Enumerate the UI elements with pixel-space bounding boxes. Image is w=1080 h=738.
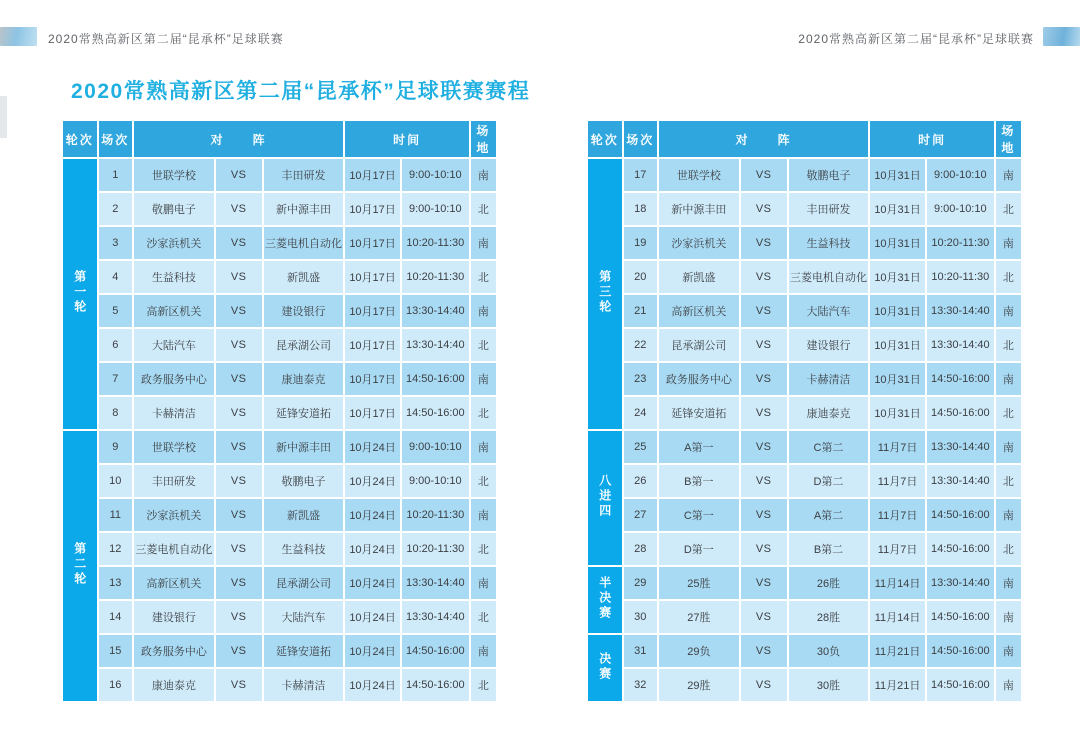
time-cell: 13:30-14:40 xyxy=(927,295,994,327)
home-team-cell: 丰田研发 xyxy=(134,465,214,497)
match-no-cell: 18 xyxy=(624,193,658,225)
table-row xyxy=(63,227,496,259)
date-cell: 10月31日 xyxy=(870,295,924,327)
table-row xyxy=(63,329,496,361)
home-team-cell: 世联学校 xyxy=(659,159,739,191)
time-cell: 13:30-14:40 xyxy=(402,601,469,633)
table-row xyxy=(588,159,1021,191)
time-cell: 13:30-14:40 xyxy=(927,431,994,463)
date-cell: 11月21日 xyxy=(870,669,924,701)
home-team-cell: 新中源丰田 xyxy=(659,193,739,225)
time-cell: 10:20-11:30 xyxy=(927,227,994,259)
venue-cell: 北 xyxy=(996,465,1021,497)
column-header-match-no: 场次 xyxy=(99,121,133,157)
away-team-cell: 延锋安道拓 xyxy=(264,635,344,667)
home-team-cell: 新凯盛 xyxy=(659,261,739,293)
vs-cell: VS xyxy=(741,261,787,293)
match-no-cell: 14 xyxy=(99,601,133,633)
table-row xyxy=(63,295,496,327)
time-cell: 14:50-16:00 xyxy=(402,635,469,667)
match-no-cell: 29 xyxy=(624,567,658,599)
match-no-cell: 6 xyxy=(99,329,133,361)
table-row xyxy=(588,295,1021,327)
match-no-cell: 32 xyxy=(624,669,658,701)
date-cell: 11月14日 xyxy=(870,601,924,633)
vs-cell: VS xyxy=(216,635,262,667)
away-team-cell: 三菱电机自动化 xyxy=(789,261,869,293)
table-row xyxy=(588,499,1021,531)
watercolor-block-right xyxy=(1043,27,1080,46)
match-no-cell: 1 xyxy=(99,159,133,191)
table-row xyxy=(63,363,496,395)
vs-cell: VS xyxy=(741,465,787,497)
table-row xyxy=(63,465,496,497)
time-cell: 14:50-16:00 xyxy=(402,669,469,701)
table-row xyxy=(588,669,1021,701)
time-cell: 13:30-14:40 xyxy=(927,567,994,599)
away-team-cell: 建设银行 xyxy=(264,295,344,327)
away-team-cell: 大陆汽车 xyxy=(264,601,344,633)
vs-cell: VS xyxy=(741,295,787,327)
match-no-cell: 26 xyxy=(624,465,658,497)
match-no-cell: 20 xyxy=(624,261,658,293)
vs-cell: VS xyxy=(216,159,262,191)
column-header-venue: 场地 xyxy=(471,121,496,157)
away-team-cell: A第二 xyxy=(789,499,869,531)
vs-cell: VS xyxy=(216,363,262,395)
vs-cell: VS xyxy=(216,465,262,497)
match-no-cell: 15 xyxy=(99,635,133,667)
table-row xyxy=(63,397,496,429)
match-no-cell: 24 xyxy=(624,397,658,429)
vs-cell: VS xyxy=(741,227,787,259)
vs-cell: VS xyxy=(741,567,787,599)
venue-cell: 南 xyxy=(996,431,1021,463)
time-cell: 14:50-16:00 xyxy=(402,363,469,395)
table-header-row xyxy=(588,121,1021,157)
home-team-cell: 世联学校 xyxy=(134,431,214,463)
away-team-cell: 昆承湖公司 xyxy=(264,329,344,361)
date-cell: 10月24日 xyxy=(345,431,399,463)
home-team-cell: 政务服务中心 xyxy=(134,363,214,395)
round-label-cell xyxy=(588,159,622,429)
date-cell: 10月17日 xyxy=(345,363,399,395)
time-cell: 9:00-10:10 xyxy=(402,465,469,497)
date-cell: 10月17日 xyxy=(345,159,399,191)
date-cell: 11月7日 xyxy=(870,465,924,497)
time-cell: 14:50-16:00 xyxy=(927,635,994,667)
venue-cell: 北 xyxy=(471,397,496,429)
venue-cell: 南 xyxy=(996,159,1021,191)
away-team-cell: 建设银行 xyxy=(789,329,869,361)
vs-cell: VS xyxy=(216,669,262,701)
away-team-cell: 大陆汽车 xyxy=(789,295,869,327)
home-team-cell: 沙家浜机关 xyxy=(134,227,214,259)
time-cell: 14:50-16:00 xyxy=(927,533,994,565)
vs-cell: VS xyxy=(741,431,787,463)
time-cell: 10:20-11:30 xyxy=(927,261,994,293)
home-team-cell: A第一 xyxy=(659,431,739,463)
time-cell: 10:20-11:30 xyxy=(402,261,469,293)
vs-cell: VS xyxy=(741,329,787,361)
time-cell: 13:30-14:40 xyxy=(402,567,469,599)
watercolor-block-left xyxy=(0,27,37,46)
round-label: 第一轮 xyxy=(72,270,87,315)
date-cell: 11月7日 xyxy=(870,533,924,565)
vs-cell: VS xyxy=(741,397,787,429)
away-team-cell: 康迪泰克 xyxy=(264,363,344,395)
date-cell: 10月24日 xyxy=(345,499,399,531)
time-cell: 13:30-14:40 xyxy=(927,465,994,497)
table-row xyxy=(588,533,1021,565)
schedule-table-rounds-1-2 xyxy=(61,119,498,703)
venue-cell: 南 xyxy=(996,601,1021,633)
match-no-cell: 2 xyxy=(99,193,133,225)
time-cell: 14:50-16:00 xyxy=(402,397,469,429)
venue-cell: 北 xyxy=(471,261,496,293)
round-label: 决赛 xyxy=(597,651,612,682)
venue-cell: 北 xyxy=(471,669,496,701)
table-row xyxy=(63,533,496,565)
away-team-cell: 敬鹏电子 xyxy=(264,465,344,497)
vs-cell: VS xyxy=(216,431,262,463)
venue-cell: 南 xyxy=(996,499,1021,531)
home-team-cell: 29胜 xyxy=(659,669,739,701)
vs-cell: VS xyxy=(741,635,787,667)
match-no-cell: 25 xyxy=(624,431,658,463)
time-cell: 14:50-16:00 xyxy=(927,669,994,701)
round-label: 半决赛 xyxy=(597,576,612,621)
vs-cell: VS xyxy=(741,533,787,565)
time-cell: 14:50-16:00 xyxy=(927,363,994,395)
table-row xyxy=(588,363,1021,395)
home-team-cell: 大陆汽车 xyxy=(134,329,214,361)
vs-cell: VS xyxy=(216,533,262,565)
away-team-cell: 生益科技 xyxy=(789,227,869,259)
date-cell: 10月17日 xyxy=(345,329,399,361)
vs-cell: VS xyxy=(216,227,262,259)
away-team-cell: 30胜 xyxy=(789,669,869,701)
table-row xyxy=(63,635,496,667)
home-team-cell: 高新区机关 xyxy=(134,295,214,327)
vs-cell: VS xyxy=(741,193,787,225)
venue-cell: 北 xyxy=(996,397,1021,429)
venue-cell: 南 xyxy=(996,295,1021,327)
away-team-cell: 丰田研发 xyxy=(789,193,869,225)
table-row xyxy=(63,499,496,531)
venue-cell: 北 xyxy=(471,533,496,565)
date-cell: 10月24日 xyxy=(345,533,399,565)
round-label: 八进四 xyxy=(597,474,612,519)
round-label-cell xyxy=(63,159,97,429)
table-row xyxy=(63,601,496,633)
vs-cell: VS xyxy=(216,499,262,531)
date-cell: 10月17日 xyxy=(345,295,399,327)
venue-cell: 南 xyxy=(471,567,496,599)
match-no-cell: 31 xyxy=(624,635,658,667)
away-team-cell: 康迪泰克 xyxy=(789,397,869,429)
venue-cell: 南 xyxy=(996,567,1021,599)
match-no-cell: 9 xyxy=(99,431,133,463)
venue-cell: 北 xyxy=(471,329,496,361)
date-cell: 11月21日 xyxy=(870,635,924,667)
venue-cell: 南 xyxy=(471,159,496,191)
table-row xyxy=(588,261,1021,293)
match-no-cell: 19 xyxy=(624,227,658,259)
venue-cell: 北 xyxy=(471,193,496,225)
time-cell: 10:20-11:30 xyxy=(402,227,469,259)
match-no-cell: 17 xyxy=(624,159,658,191)
page-title: 2020常熟高新区第二届“昆承杯”足球联赛赛程 xyxy=(71,80,531,103)
date-cell: 11月7日 xyxy=(870,431,924,463)
date-cell: 10月24日 xyxy=(345,465,399,497)
venue-cell: 南 xyxy=(471,227,496,259)
watercolor-smudge-left xyxy=(0,96,7,138)
column-header-versus: 对 阵 xyxy=(659,121,868,157)
round-label-cell xyxy=(588,431,622,565)
vs-cell: VS xyxy=(741,363,787,395)
away-team-cell: 30负 xyxy=(789,635,869,667)
match-no-cell: 21 xyxy=(624,295,658,327)
vs-cell: VS xyxy=(216,329,262,361)
match-no-cell: 5 xyxy=(99,295,133,327)
venue-cell: 南 xyxy=(471,499,496,531)
match-no-cell: 28 xyxy=(624,533,658,565)
venue-cell: 北 xyxy=(996,193,1021,225)
vs-cell: VS xyxy=(741,601,787,633)
table-row xyxy=(63,261,496,293)
away-team-cell: C第二 xyxy=(789,431,869,463)
date-cell: 10月31日 xyxy=(870,227,924,259)
venue-cell: 南 xyxy=(471,635,496,667)
time-cell: 9:00-10:10 xyxy=(927,159,994,191)
round-label: 第二轮 xyxy=(72,542,87,587)
home-team-cell: 29负 xyxy=(659,635,739,667)
venue-cell: 南 xyxy=(996,635,1021,667)
away-team-cell: 新中源丰田 xyxy=(264,193,344,225)
venue-cell: 南 xyxy=(471,295,496,327)
venue-cell: 北 xyxy=(996,261,1021,293)
away-team-cell: 昆承湖公司 xyxy=(264,567,344,599)
date-cell: 10月31日 xyxy=(870,329,924,361)
date-cell: 10月17日 xyxy=(345,227,399,259)
column-header-round: 轮次 xyxy=(588,121,622,157)
match-no-cell: 27 xyxy=(624,499,658,531)
match-no-cell: 3 xyxy=(99,227,133,259)
table-row xyxy=(588,431,1021,463)
match-no-cell: 13 xyxy=(99,567,133,599)
home-team-cell: 卡赫清洁 xyxy=(134,397,214,429)
column-header-time: 时间 xyxy=(870,121,994,157)
venue-cell: 北 xyxy=(996,329,1021,361)
match-no-cell: 7 xyxy=(99,363,133,395)
table-row xyxy=(588,227,1021,259)
away-team-cell: D第二 xyxy=(789,465,869,497)
date-cell: 10月17日 xyxy=(345,261,399,293)
column-header-venue: 场地 xyxy=(996,121,1021,157)
away-team-cell: 卡赫清洁 xyxy=(264,669,344,701)
table-row xyxy=(588,635,1021,667)
schedule-table-rounds-3-final xyxy=(586,119,1023,703)
date-cell: 10月24日 xyxy=(345,601,399,633)
vs-cell: VS xyxy=(216,295,262,327)
column-header-round: 轮次 xyxy=(63,121,97,157)
time-cell: 14:50-16:00 xyxy=(927,499,994,531)
table-row xyxy=(63,567,496,599)
home-team-cell: 康迪泰克 xyxy=(134,669,214,701)
home-team-cell: 27胜 xyxy=(659,601,739,633)
date-cell: 11月14日 xyxy=(870,567,924,599)
home-team-cell: 沙家浜机关 xyxy=(134,499,214,531)
round-label-cell xyxy=(588,567,622,633)
vs-cell: VS xyxy=(216,193,262,225)
time-cell: 9:00-10:10 xyxy=(402,159,469,191)
date-cell: 10月24日 xyxy=(345,567,399,599)
vs-cell: VS xyxy=(741,159,787,191)
table-body xyxy=(63,159,496,701)
match-no-cell: 23 xyxy=(624,363,658,395)
venue-cell: 北 xyxy=(471,601,496,633)
table-header-row xyxy=(63,121,496,157)
time-cell: 14:50-16:00 xyxy=(927,397,994,429)
table-row xyxy=(588,567,1021,599)
away-team-cell: 生益科技 xyxy=(264,533,344,565)
away-team-cell: B第二 xyxy=(789,533,869,565)
column-header-time: 时间 xyxy=(345,121,469,157)
home-team-cell: 世联学校 xyxy=(134,159,214,191)
home-team-cell: B第一 xyxy=(659,465,739,497)
vs-cell: VS xyxy=(216,397,262,429)
column-header-versus: 对 阵 xyxy=(134,121,343,157)
venue-cell: 北 xyxy=(996,533,1021,565)
home-team-cell: 高新区机关 xyxy=(659,295,739,327)
column-header-match-no: 场次 xyxy=(624,121,658,157)
away-team-cell: 新中源丰田 xyxy=(264,431,344,463)
match-no-cell: 12 xyxy=(99,533,133,565)
date-cell: 10月31日 xyxy=(870,193,924,225)
table-body xyxy=(588,159,1021,701)
date-cell: 11月7日 xyxy=(870,499,924,531)
table-row xyxy=(63,159,496,191)
time-cell: 13:30-14:40 xyxy=(927,329,994,361)
time-cell: 9:00-10:10 xyxy=(927,193,994,225)
venue-cell: 南 xyxy=(471,431,496,463)
round-label: 第三轮 xyxy=(597,270,612,315)
table-row xyxy=(63,431,496,463)
home-team-cell: 敬鹏电子 xyxy=(134,193,214,225)
table-row xyxy=(588,193,1021,225)
away-team-cell: 26胜 xyxy=(789,567,869,599)
date-cell: 10月31日 xyxy=(870,261,924,293)
vs-cell: VS xyxy=(741,669,787,701)
match-no-cell: 30 xyxy=(624,601,658,633)
time-cell: 9:00-10:10 xyxy=(402,431,469,463)
table-row xyxy=(63,669,496,701)
vs-cell: VS xyxy=(741,499,787,531)
vs-cell: VS xyxy=(216,601,262,633)
home-team-cell: 生益科技 xyxy=(134,261,214,293)
time-cell: 13:30-14:40 xyxy=(402,295,469,327)
time-cell: 9:00-10:10 xyxy=(402,193,469,225)
away-team-cell: 卡赫清洁 xyxy=(789,363,869,395)
away-team-cell: 敬鹏电子 xyxy=(789,159,869,191)
time-cell: 10:20-11:30 xyxy=(402,533,469,565)
table-row xyxy=(63,193,496,225)
table-row xyxy=(588,465,1021,497)
home-team-cell: D第一 xyxy=(659,533,739,565)
time-cell: 14:50-16:00 xyxy=(927,601,994,633)
date-cell: 10月17日 xyxy=(345,193,399,225)
home-team-cell: 政务服务中心 xyxy=(659,363,739,395)
venue-cell: 南 xyxy=(471,363,496,395)
running-head-right: 2020常熟高新区第二届“昆承杯”足球联赛 xyxy=(798,32,1034,46)
away-team-cell: 三菱电机自动化 xyxy=(264,227,344,259)
round-label-cell xyxy=(63,431,97,701)
away-team-cell: 28胜 xyxy=(789,601,869,633)
schedule-table xyxy=(61,119,498,703)
time-cell: 10:20-11:30 xyxy=(402,499,469,531)
venue-cell: 北 xyxy=(471,465,496,497)
away-team-cell: 新凯盛 xyxy=(264,261,344,293)
match-no-cell: 22 xyxy=(624,329,658,361)
away-team-cell: 延锋安道拓 xyxy=(264,397,344,429)
home-team-cell: 沙家浜机关 xyxy=(659,227,739,259)
table-row xyxy=(588,601,1021,633)
away-team-cell: 新凯盛 xyxy=(264,499,344,531)
date-cell: 10月24日 xyxy=(345,635,399,667)
venue-cell: 南 xyxy=(996,363,1021,395)
schedule-table xyxy=(586,119,1023,703)
home-team-cell: 延锋安道拓 xyxy=(659,397,739,429)
home-team-cell: 昆承湖公司 xyxy=(659,329,739,361)
running-head-left: 2020常熟高新区第二届“昆承杯”足球联赛 xyxy=(48,32,284,46)
match-no-cell: 16 xyxy=(99,669,133,701)
time-cell: 13:30-14:40 xyxy=(402,329,469,361)
round-label-cell xyxy=(588,635,622,701)
home-team-cell: 三菱电机自动化 xyxy=(134,533,214,565)
vs-cell: VS xyxy=(216,261,262,293)
home-team-cell: 高新区机关 xyxy=(134,567,214,599)
venue-cell: 南 xyxy=(996,669,1021,701)
table-row xyxy=(588,329,1021,361)
match-no-cell: 10 xyxy=(99,465,133,497)
date-cell: 10月31日 xyxy=(870,159,924,191)
date-cell: 10月31日 xyxy=(870,363,924,395)
match-no-cell: 11 xyxy=(99,499,133,531)
away-team-cell: 丰田研发 xyxy=(264,159,344,191)
date-cell: 10月31日 xyxy=(870,397,924,429)
match-no-cell: 4 xyxy=(99,261,133,293)
vs-cell: VS xyxy=(216,567,262,599)
venue-cell: 南 xyxy=(996,227,1021,259)
home-team-cell: C第一 xyxy=(659,499,739,531)
home-team-cell: 25胜 xyxy=(659,567,739,599)
date-cell: 10月17日 xyxy=(345,397,399,429)
table-row xyxy=(588,397,1021,429)
home-team-cell: 建设银行 xyxy=(134,601,214,633)
home-team-cell: 政务服务中心 xyxy=(134,635,214,667)
date-cell: 10月24日 xyxy=(345,669,399,701)
match-no-cell: 8 xyxy=(99,397,133,429)
